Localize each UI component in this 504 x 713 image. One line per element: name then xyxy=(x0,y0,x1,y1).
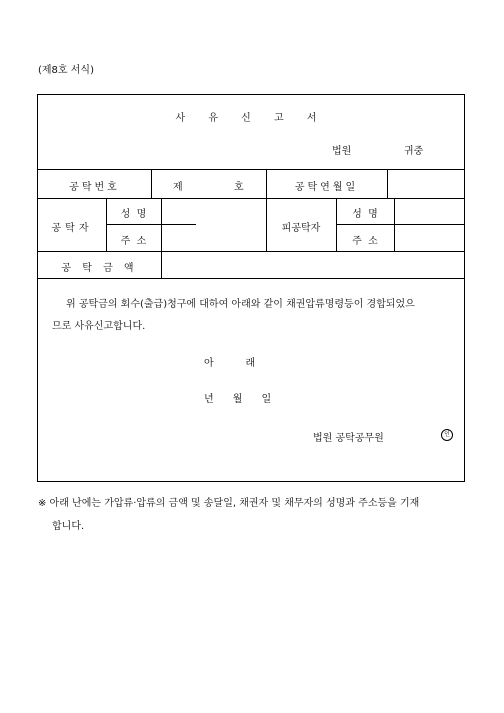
beneficiary-address-label: 주 소 xyxy=(352,236,378,247)
body-text-line1: 위 공탁금의 회수(출급)청구에 대하여 아래와 같이 채권압류명령등이 경합되었으 xyxy=(66,299,415,310)
date-line: 년 월 일 xyxy=(204,394,272,405)
form-title: 사 유 신 고 서 xyxy=(175,113,327,124)
footnote-line1: ※ 아래 난에는 가압류·압류의 금액 및 송달일, 채권자 및 채무자의 성명과 주소등을 기재 xyxy=(38,498,420,509)
col-divider xyxy=(151,169,152,198)
col-divider xyxy=(394,198,395,251)
seal-mark: 인 xyxy=(441,428,453,441)
deposit-date-label: 공탁연월일 xyxy=(294,182,359,193)
row-divider xyxy=(106,224,196,225)
body-text-line2: 므로 사유신고합니다. xyxy=(52,321,146,332)
col-divider xyxy=(387,169,388,198)
row-divider xyxy=(38,251,464,252)
depositor-address-label: 주 소 xyxy=(120,236,147,247)
court-label: 법원 xyxy=(332,146,352,157)
beneficiary-name-label: 성 명 xyxy=(352,209,378,220)
addressee-label: 귀중 xyxy=(404,146,424,157)
footnote xyxy=(38,492,468,538)
beneficiary-label: 피공탁자 xyxy=(281,223,321,234)
row-divider xyxy=(38,198,464,199)
below-heading: 아 래 xyxy=(204,358,256,369)
deposit-number-suffix: 호 xyxy=(234,182,244,193)
deposit-number-label: 공탁번호 xyxy=(69,182,120,193)
report-form xyxy=(37,94,465,482)
form-number-label: (제8호 서식) xyxy=(38,65,94,76)
col-divider xyxy=(161,198,162,278)
depositor-label: 공탁자 xyxy=(51,223,93,234)
footnote-line2: 합니다. xyxy=(52,521,85,532)
depositor-name-label: 성 명 xyxy=(120,209,147,220)
row-divider xyxy=(336,224,464,225)
row-divider xyxy=(38,169,464,170)
row-divider xyxy=(38,278,464,279)
deposit-number-prefix: 제 xyxy=(173,182,183,193)
signature-label: 법원 공탁공무원 xyxy=(313,433,384,444)
deposit-amount-label: 공 탁 금 액 xyxy=(61,263,138,274)
